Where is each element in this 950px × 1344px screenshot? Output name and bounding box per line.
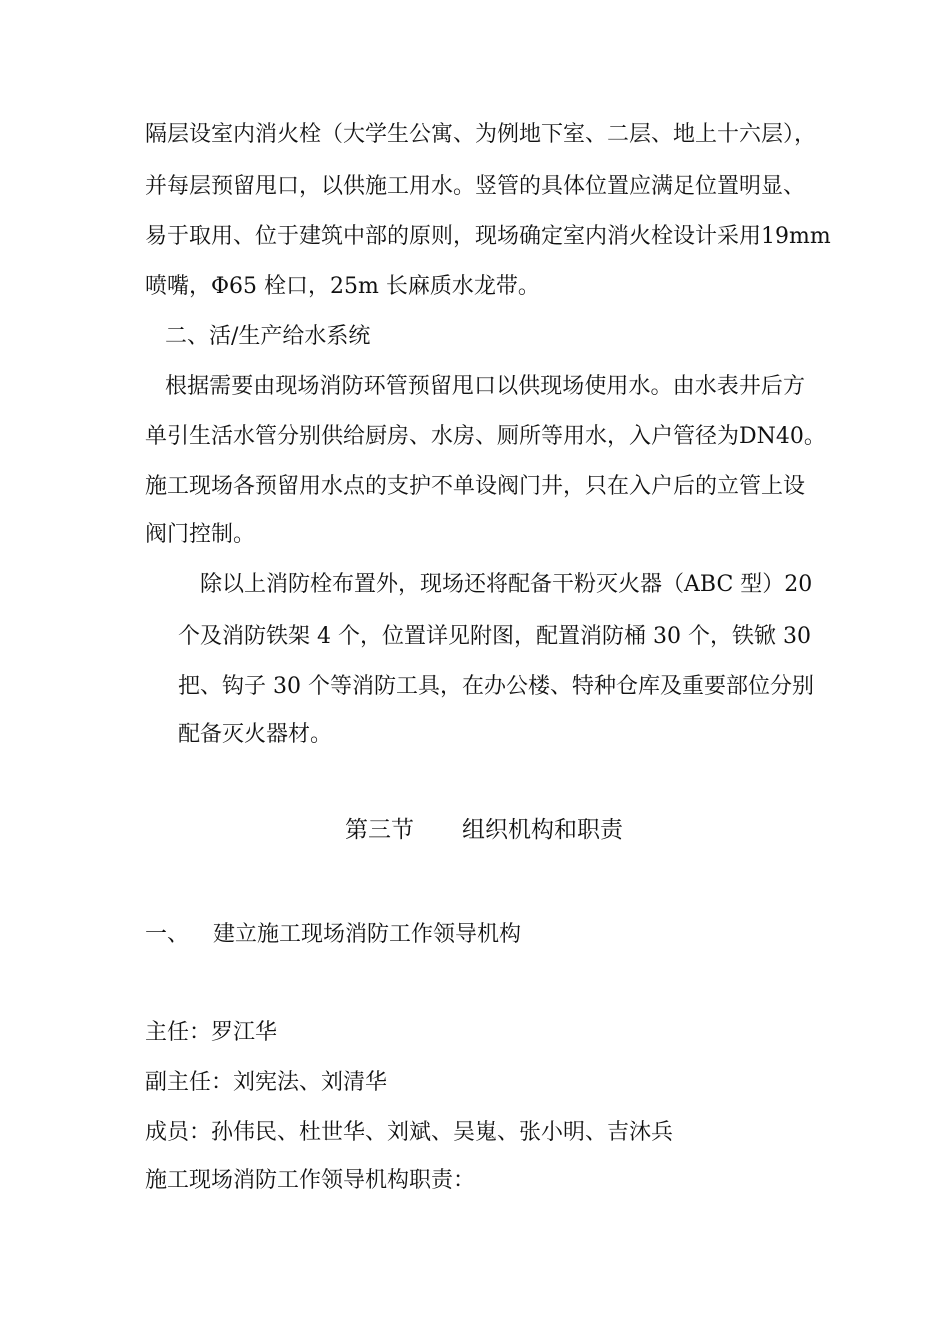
paragraph-1-line-1: 隔层设室内消火栓（大学生公寓、为例地下室、二层、地上十六层）， (145, 122, 817, 147)
paragraph-2-line-1: 根据需要由现场消防环管预留甩口以供现场使用水。由水表井后方 (165, 374, 805, 399)
paragraph-1-line-4: 喷嘴，Φ65 栓口，25m 长麻质水龙带。 (145, 274, 540, 299)
paragraph-3-line-3: 把、钩子 30 个等消防工具，在办公楼、特种仓库及重要部位分别 (178, 674, 814, 699)
duties-heading: 施工现场消防工作领导机构职责： (145, 1168, 476, 1193)
paragraph-3-line-4: 配备灭火器材。 (178, 722, 333, 747)
subsection-number: 一、 (145, 922, 190, 947)
paragraph-3-line-1: 除以上消防栓布置外，现场还将配备干粉灭火器（ABC 型）20 (200, 572, 813, 597)
paragraph-1-line-3: 易于取用、位于建筑中部的原则，现场确定室内消火栓设计采用19mm (145, 224, 831, 249)
deputy-director-line: 副主任：刘宪法、刘清华 (145, 1070, 388, 1095)
paragraph-2-line-4: 阀门控制。 (145, 522, 256, 547)
members-line: 成员：孙伟民、杜世华、刘斌、吴嵬、张小明、吉沐兵 (145, 1120, 674, 1145)
subsection-title: 建立施工现场消防工作领导机构 (213, 922, 522, 947)
subheading-water-supply: 二、活/生产给水系统 (165, 324, 371, 349)
section-number: 第三节 (345, 817, 414, 843)
section-title: 组织机构和职责 (462, 817, 623, 843)
director-line: 主任：罗江华 (145, 1020, 278, 1045)
paragraph-1-line-2: 并每层预留甩口，以供施工用水。竖管的具体位置应满足位置明显、 (145, 174, 806, 199)
paragraph-2-line-2: 单引生活水管分别供给厨房、水房、厕所等用水，入户管径为DN40。 (145, 424, 826, 449)
paragraph-2-line-3: 施工现场各预留用水点的支护不单设阀门井，只在入户后的立管上设 (145, 474, 806, 499)
paragraph-3-line-2: 个及消防铁架 4 个，位置详见附图，配置消防桶 30 个，铁锨 30 (178, 624, 811, 649)
